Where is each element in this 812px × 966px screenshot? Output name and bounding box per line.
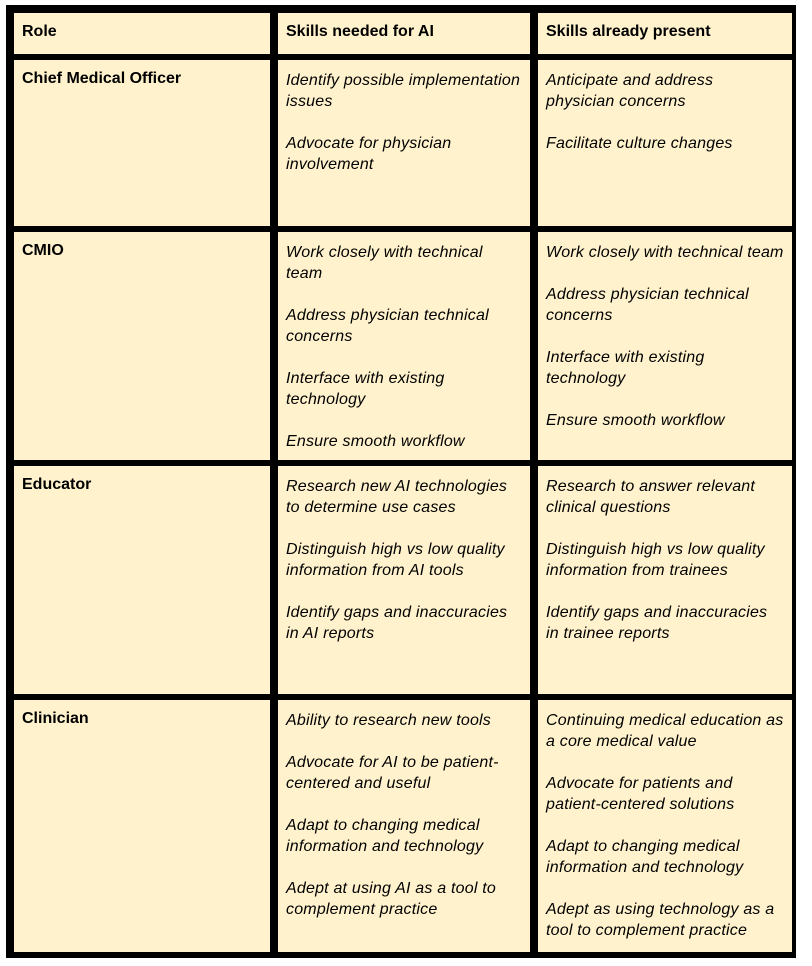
skill-item: Facilitate culture changes [546, 135, 733, 152]
role-cell: Chief Medical Officer [14, 60, 270, 226]
skill-item: Address physician technical concerns [546, 286, 749, 324]
skill-item: Advocate for physician involvement [286, 135, 452, 173]
skills-needed-cell [278, 232, 530, 460]
skill-item: Adept as using technology as a tool to complement practice [546, 901, 775, 939]
role-cell: Clinician [14, 700, 270, 952]
skills-needed-cell [278, 466, 530, 694]
skill-item: Advocate for patients and patient-centered solutions [546, 775, 735, 813]
skill-item: Address physician technical concerns [286, 307, 489, 345]
skill-item: Interface with existing technology [286, 370, 445, 408]
skill-item: Research new AI technologies to determine use cases [286, 478, 508, 516]
skill-item: Work closely with technical team [546, 244, 784, 261]
skill-item: Continuing medical education as a core medical value [546, 712, 784, 750]
role-cell: Educator [14, 466, 270, 694]
skill-item: Advocate for AI to be patient-centered and useful [286, 754, 499, 792]
skill-item: Identify possible implementation issues [286, 72, 521, 110]
header-skills-needed: Skills needed for AI [278, 13, 530, 54]
skill-item: Work closely with technical team [286, 244, 483, 282]
skill-item: Adapt to changing medical information and technology [546, 838, 744, 876]
skill-item: Anticipate and address physician concerns [546, 72, 714, 110]
role-cell: CMIO [14, 232, 270, 460]
skill-item: Ensure smooth workflow [286, 433, 465, 450]
skill-item: Ability to research new tools [286, 712, 492, 729]
skill-item: Ensure smooth workflow [546, 412, 725, 429]
skills-present-cell [538, 232, 792, 460]
skill-item: Interface with existing technology [546, 349, 705, 387]
skills-table [6, 5, 796, 958]
skill-item: Adept at using AI as a tool to complement practice [286, 880, 496, 918]
skills-present-cell [538, 466, 792, 694]
skill-item: Adapt to changing medical information and technology [286, 817, 484, 855]
skills-needed-cell [278, 60, 530, 226]
header-skills-present: Skills already present [538, 13, 792, 54]
skill-item: Distinguish high vs low quality information from trainees [546, 541, 765, 579]
skills-present-cell [538, 700, 792, 952]
skills-present-cell [538, 60, 792, 226]
skill-item: Distinguish high vs low quality information from AI tools [286, 541, 505, 579]
skills-needed-cell [278, 700, 530, 952]
header-role: Role [14, 13, 270, 54]
skill-item: Identify gaps and inaccuracies in trainee reports [546, 604, 768, 642]
skill-item: Research to answer relevant clinical questions [546, 478, 756, 516]
skill-item: Identify gaps and inaccuracies in AI reports [286, 604, 508, 642]
